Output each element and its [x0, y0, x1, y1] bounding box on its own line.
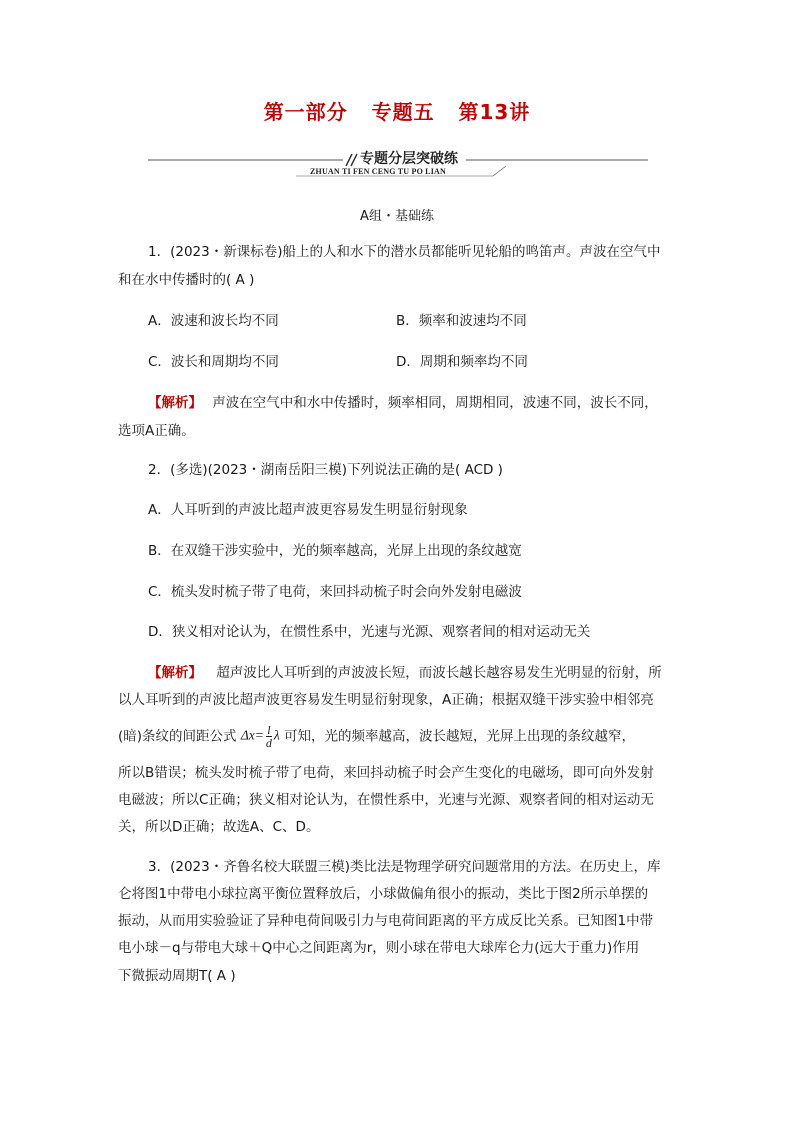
q1-stem-line1: 1．(2023・新课标卷)船上的人和水下的潜水员都能听见轮船的鸣笛声。声波在空气中	[148, 244, 661, 260]
q3-stem-line2: 仑将图1中带电小球拉离平衡位置释放后，小球做偏角很小的振动，类比于图2所示单摆的	[118, 886, 649, 902]
title-part: 第一部分	[263, 100, 348, 124]
formula-denominator: d	[265, 736, 272, 750]
q2-analysis-line5: 电磁波；所以C正确；狭义相对论认为，在惯性系中，光速与光源、观察者间的相对运动无	[118, 792, 654, 808]
title-lecture: 第13讲	[458, 100, 531, 124]
formula-numerator: l	[267, 723, 271, 737]
q2-analysis-line4: 所以B错误；梳头发时梳子带了电荷，来回抖动梳子时会产生变化的电磁场，即可向外发射	[118, 765, 654, 781]
q3-stem-line5: 下微振动周期T( A )	[118, 968, 236, 984]
q1-option-d: D．周期和频率均不同	[396, 354, 528, 370]
q2-analysis-line1	[148, 663, 662, 683]
q3-stem-line4: 电小球－q与带电大球＋Q中心之间距离为r，则小球在带电大球库仑力(远大于重力)作用	[118, 940, 640, 956]
q3-stem-line1: 3．(2023・齐鲁名校大联盟三模)类比法是物理学研究问题常用的方法。在历史上，库	[148, 859, 661, 875]
fringe-spacing-formula	[241, 724, 280, 749]
q2-option-a: A．人耳听到的声波比超声波更容易发生明显衍射现象	[148, 502, 468, 518]
formula-rhs: λ	[273, 727, 280, 743]
q2-analysis-line6: 关，所以D正确；故选A、C、D。	[118, 819, 320, 835]
q1-stem-line2: 和在水中传播时的( A )	[118, 272, 255, 288]
q1-analysis-text: 声波在空气中和水中传播时，频率相同，周期相同，波速不同，波长不同，	[212, 395, 658, 411]
banner-subtitle: ZHUAN TI FEN CENG TU PO LIAN	[310, 167, 446, 176]
q2-analysis-line3a: (暗)条纹的间距公式	[118, 728, 237, 745]
q2-option-c: C．梳头发时梳子带了电荷，来回抖动梳子时会向外发射电磁波	[148, 584, 522, 600]
q1-analysis-line1	[148, 393, 658, 413]
title-topic: 专题五	[371, 100, 435, 124]
group-label: A组・基础练	[360, 209, 434, 224]
formula-fraction	[266, 724, 272, 749]
q2-analysis-text: 超声波比人耳听到的声波波长短，而波长越长越容易发生光明显的衍射，所	[216, 665, 662, 681]
q2-option-b: B．在双缝干涉实验中，光的频率越高，光屏上出现的条纹越宽	[148, 543, 522, 559]
q1-analysis-tag: 【解析】	[148, 395, 202, 411]
q2-analysis-line3b: 可知，光的频率越高，波长越短，光屏上出现的条纹越窄，	[284, 728, 636, 745]
q2-analysis-line3	[118, 724, 635, 749]
banner-title: 专题分层突破练	[360, 151, 458, 167]
q2-stem-line1: 2．(多选)(2023・湖南岳阳三模)下列说法正确的是( ACD )	[148, 462, 503, 478]
q2-option-d: D．狭义相对论认为，在惯性系中，光速与光源、观察者间的相对运动无关	[148, 624, 591, 640]
q2-analysis-line2: 以人耳听到的声波比超声波更容易发生明显衍射现象，A正确；根据双缝干涉实验中相邻亮	[118, 692, 654, 708]
q1-option-b: B．频率和波速均不同	[396, 313, 527, 329]
formula-lhs: Δx=	[240, 727, 264, 743]
page-title	[0, 96, 794, 125]
q2-analysis-tag: 【解析】	[148, 665, 202, 681]
q3-stem-line3: 振动，从而用实验验证了异种电荷间吸引力与电荷间距离的平方成反比关系。已知图1中带	[118, 913, 654, 929]
section-banner	[148, 146, 648, 180]
q1-option-c: C．波长和周期均不同	[148, 354, 279, 370]
q1-analysis-line2: 选项A正确。	[118, 423, 195, 439]
q1-option-a: A．波速和波长均不同	[148, 313, 279, 329]
